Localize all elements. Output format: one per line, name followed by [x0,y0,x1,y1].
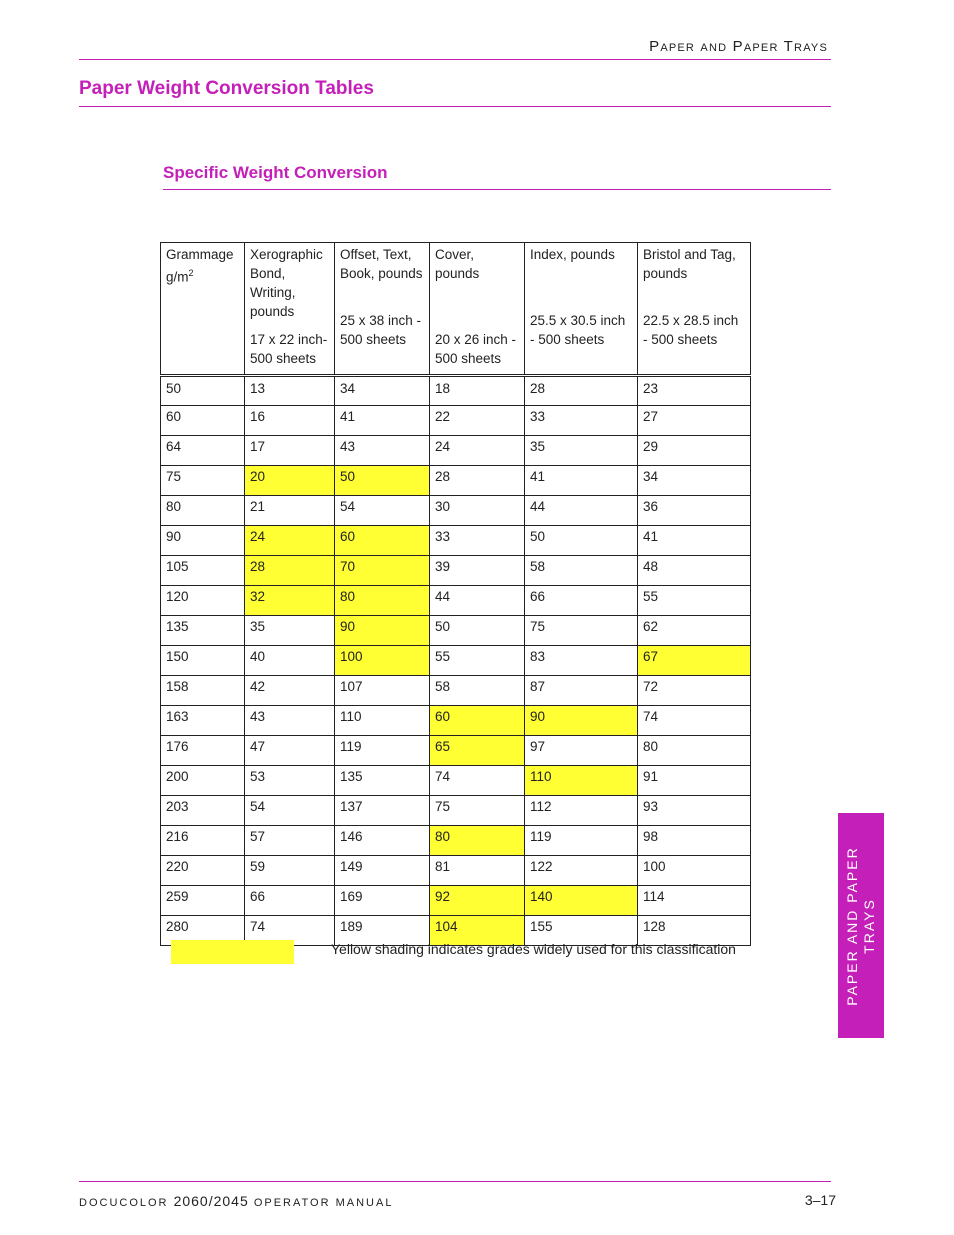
column-header-bond [245,243,335,376]
table-cell: 155 [525,916,638,946]
table-cell: 42 [245,676,335,706]
table-cell: 66 [245,886,335,916]
table-cell: 114 [638,886,751,916]
table-cell: 119 [525,826,638,856]
table-cell: 60 [335,526,430,556]
table-cell: 35 [245,616,335,646]
column-header-bristol [638,243,751,376]
table-body [161,376,751,946]
table-cell: 100 [335,646,430,676]
table-header-row [161,243,751,376]
table-cell: 48 [638,556,751,586]
table-cell: 203 [161,796,245,826]
section-title: Specific Weight Conversion [163,163,388,182]
table-cell: 24 [430,436,525,466]
table-cell: 97 [525,736,638,766]
table-cell: 16 [245,406,335,436]
column-unit-exponent: 2 [188,268,194,278]
table-cell: 20 [245,466,335,496]
side-tab-label: PAPER AND PAPER TRAYS [844,845,877,1006]
table-cell: 33 [430,526,525,556]
table-cell: 30 [430,496,525,526]
footer-manual-title [79,1193,393,1209]
table-cell: 200 [161,766,245,796]
running-header: Paper and Paper Trays [649,38,828,55]
column-size: 25.5 x 30.5 inch - 500 sheets [530,313,626,347]
table-cell: 44 [430,586,525,616]
table-cell: 60 [161,406,245,436]
table-cell: 280 [161,916,245,946]
table-cell: 135 [161,616,245,646]
table-cell: 54 [335,496,430,526]
column-name: Index, pounds [530,247,615,262]
table-cell: 93 [638,796,751,826]
footer-suffix: OPERATOR MANUAL [253,1197,394,1209]
table-cell: 90 [161,526,245,556]
table-cell: 75 [161,466,245,496]
table-cell: 169 [335,886,430,916]
title-rule [79,106,831,107]
table-cell: 55 [638,586,751,616]
footer-brand: DOCUCOLOR [79,1197,169,1209]
table-cell: 41 [525,466,638,496]
page-number: 3–17 [804,1192,836,1208]
table-cell: 220 [161,856,245,886]
table-cell: 110 [525,766,638,796]
table-cell: 28 [245,556,335,586]
table-cell: 50 [161,376,245,406]
footer-model: 2060/2045 [173,1193,249,1209]
table-cell: 91 [638,766,751,796]
table-cell: 34 [638,466,751,496]
column-header-index [525,243,638,376]
table-cell: 62 [638,616,751,646]
column-size: 22.5 x 28.5 inch - 500 sheets [643,313,739,347]
table-cell: 122 [525,856,638,886]
table-row [161,556,751,586]
table-cell: 58 [525,556,638,586]
table-cell: 146 [335,826,430,856]
table-cell: 43 [335,436,430,466]
table-cell: 80 [161,496,245,526]
table-cell: 72 [638,676,751,706]
table-cell: 50 [430,616,525,646]
legend-swatch [171,940,294,964]
table-cell: 80 [638,736,751,766]
table-cell: 34 [335,376,430,406]
table-cell: 74 [245,916,335,946]
table-cell: 22 [430,406,525,436]
table-row [161,676,751,706]
table-cell: 90 [525,706,638,736]
column-size: 25 x 38 inch - 500 sheets [340,313,422,347]
table-cell: 74 [638,706,751,736]
table-row [161,706,751,736]
table-cell: 64 [161,436,245,466]
table-cell: 137 [335,796,430,826]
column-size: 17 x 22 inch- 500 sheets [250,332,328,366]
table-cell: 58 [430,676,525,706]
table-cell: 40 [245,646,335,676]
table-cell: 259 [161,886,245,916]
table-row [161,826,751,856]
table-cell: 21 [245,496,335,526]
table-row [161,586,751,616]
table-cell: 32 [245,586,335,616]
table-cell: 47 [245,736,335,766]
table-cell: 57 [245,826,335,856]
table-row [161,376,751,406]
table-cell: 13 [245,376,335,406]
table-row [161,766,751,796]
column-name: Bristol and Tag, pounds [643,247,736,281]
column-name: Grammage [166,247,234,262]
table-row [161,496,751,526]
table-cell: 24 [245,526,335,556]
table-cell: 67 [638,646,751,676]
table-cell: 39 [430,556,525,586]
table-cell: 104 [430,916,525,946]
table-row [161,886,751,916]
table-row [161,616,751,646]
table-row [161,406,751,436]
table-cell: 55 [430,646,525,676]
weight-conversion-table [160,242,751,946]
table-cell: 75 [430,796,525,826]
table-cell: 119 [335,736,430,766]
table-cell: 120 [161,586,245,616]
table-cell: 54 [245,796,335,826]
column-size: 20 x 26 inch - 500 sheets [435,332,517,366]
header-rule [79,59,831,60]
table-row [161,526,751,556]
table-cell: 163 [161,706,245,736]
table-cell: 41 [638,526,751,556]
table-cell: 43 [245,706,335,736]
table-cell: 92 [430,886,525,916]
table-row [161,856,751,886]
table-cell: 90 [335,616,430,646]
side-tab [838,813,884,1038]
table-cell: 70 [335,556,430,586]
table-row [161,736,751,766]
table-row [161,646,751,676]
table-cell: 60 [430,706,525,736]
table-cell: 29 [638,436,751,466]
table-cell: 216 [161,826,245,856]
table-cell: 33 [525,406,638,436]
table-cell: 44 [525,496,638,526]
table-cell: 87 [525,676,638,706]
table-cell: 83 [525,646,638,676]
table-cell: 105 [161,556,245,586]
table-cell: 189 [335,916,430,946]
table-cell: 112 [525,796,638,826]
column-header-grammage [161,243,245,376]
table-cell: 59 [245,856,335,886]
column-header-cover [430,243,525,376]
table-row [161,436,751,466]
table-cell: 65 [430,736,525,766]
legend-text: Yellow shading indicates grades widely used for this classification [331,941,736,957]
table-cell: 98 [638,826,751,856]
column-name: Cover, pounds [435,247,480,281]
table-cell: 128 [638,916,751,946]
table-cell: 17 [245,436,335,466]
column-name: Xerographic Bond, Writing, pounds [250,247,323,319]
table-cell: 107 [335,676,430,706]
table-cell: 149 [335,856,430,886]
table-cell: 18 [430,376,525,406]
table-cell: 74 [430,766,525,796]
table-cell: 36 [638,496,751,526]
footer-rule [79,1181,831,1182]
table-cell: 80 [430,826,525,856]
table-cell: 66 [525,586,638,616]
column-name: Offset, Text, Book, pounds [340,247,423,281]
table-cell: 50 [525,526,638,556]
column-header-offset [335,243,430,376]
table-cell: 53 [245,766,335,796]
table-cell: 110 [335,706,430,736]
column-unit: g/m [166,269,189,285]
table-cell: 176 [161,736,245,766]
table-cell: 100 [638,856,751,886]
table-cell: 150 [161,646,245,676]
table-cell: 75 [525,616,638,646]
table-cell: 80 [335,586,430,616]
table-cell: 50 [335,466,430,496]
table-cell: 23 [638,376,751,406]
table-cell: 28 [430,466,525,496]
page-title: Paper Weight Conversion Tables [79,78,374,99]
table-cell: 28 [525,376,638,406]
table-cell: 41 [335,406,430,436]
table-cell: 35 [525,436,638,466]
table-row [161,796,751,826]
table-cell: 140 [525,886,638,916]
table-cell: 135 [335,766,430,796]
table-row [161,466,751,496]
table-cell: 81 [430,856,525,886]
table-cell: 158 [161,676,245,706]
table-cell: 27 [638,406,751,436]
section-rule [163,189,831,190]
